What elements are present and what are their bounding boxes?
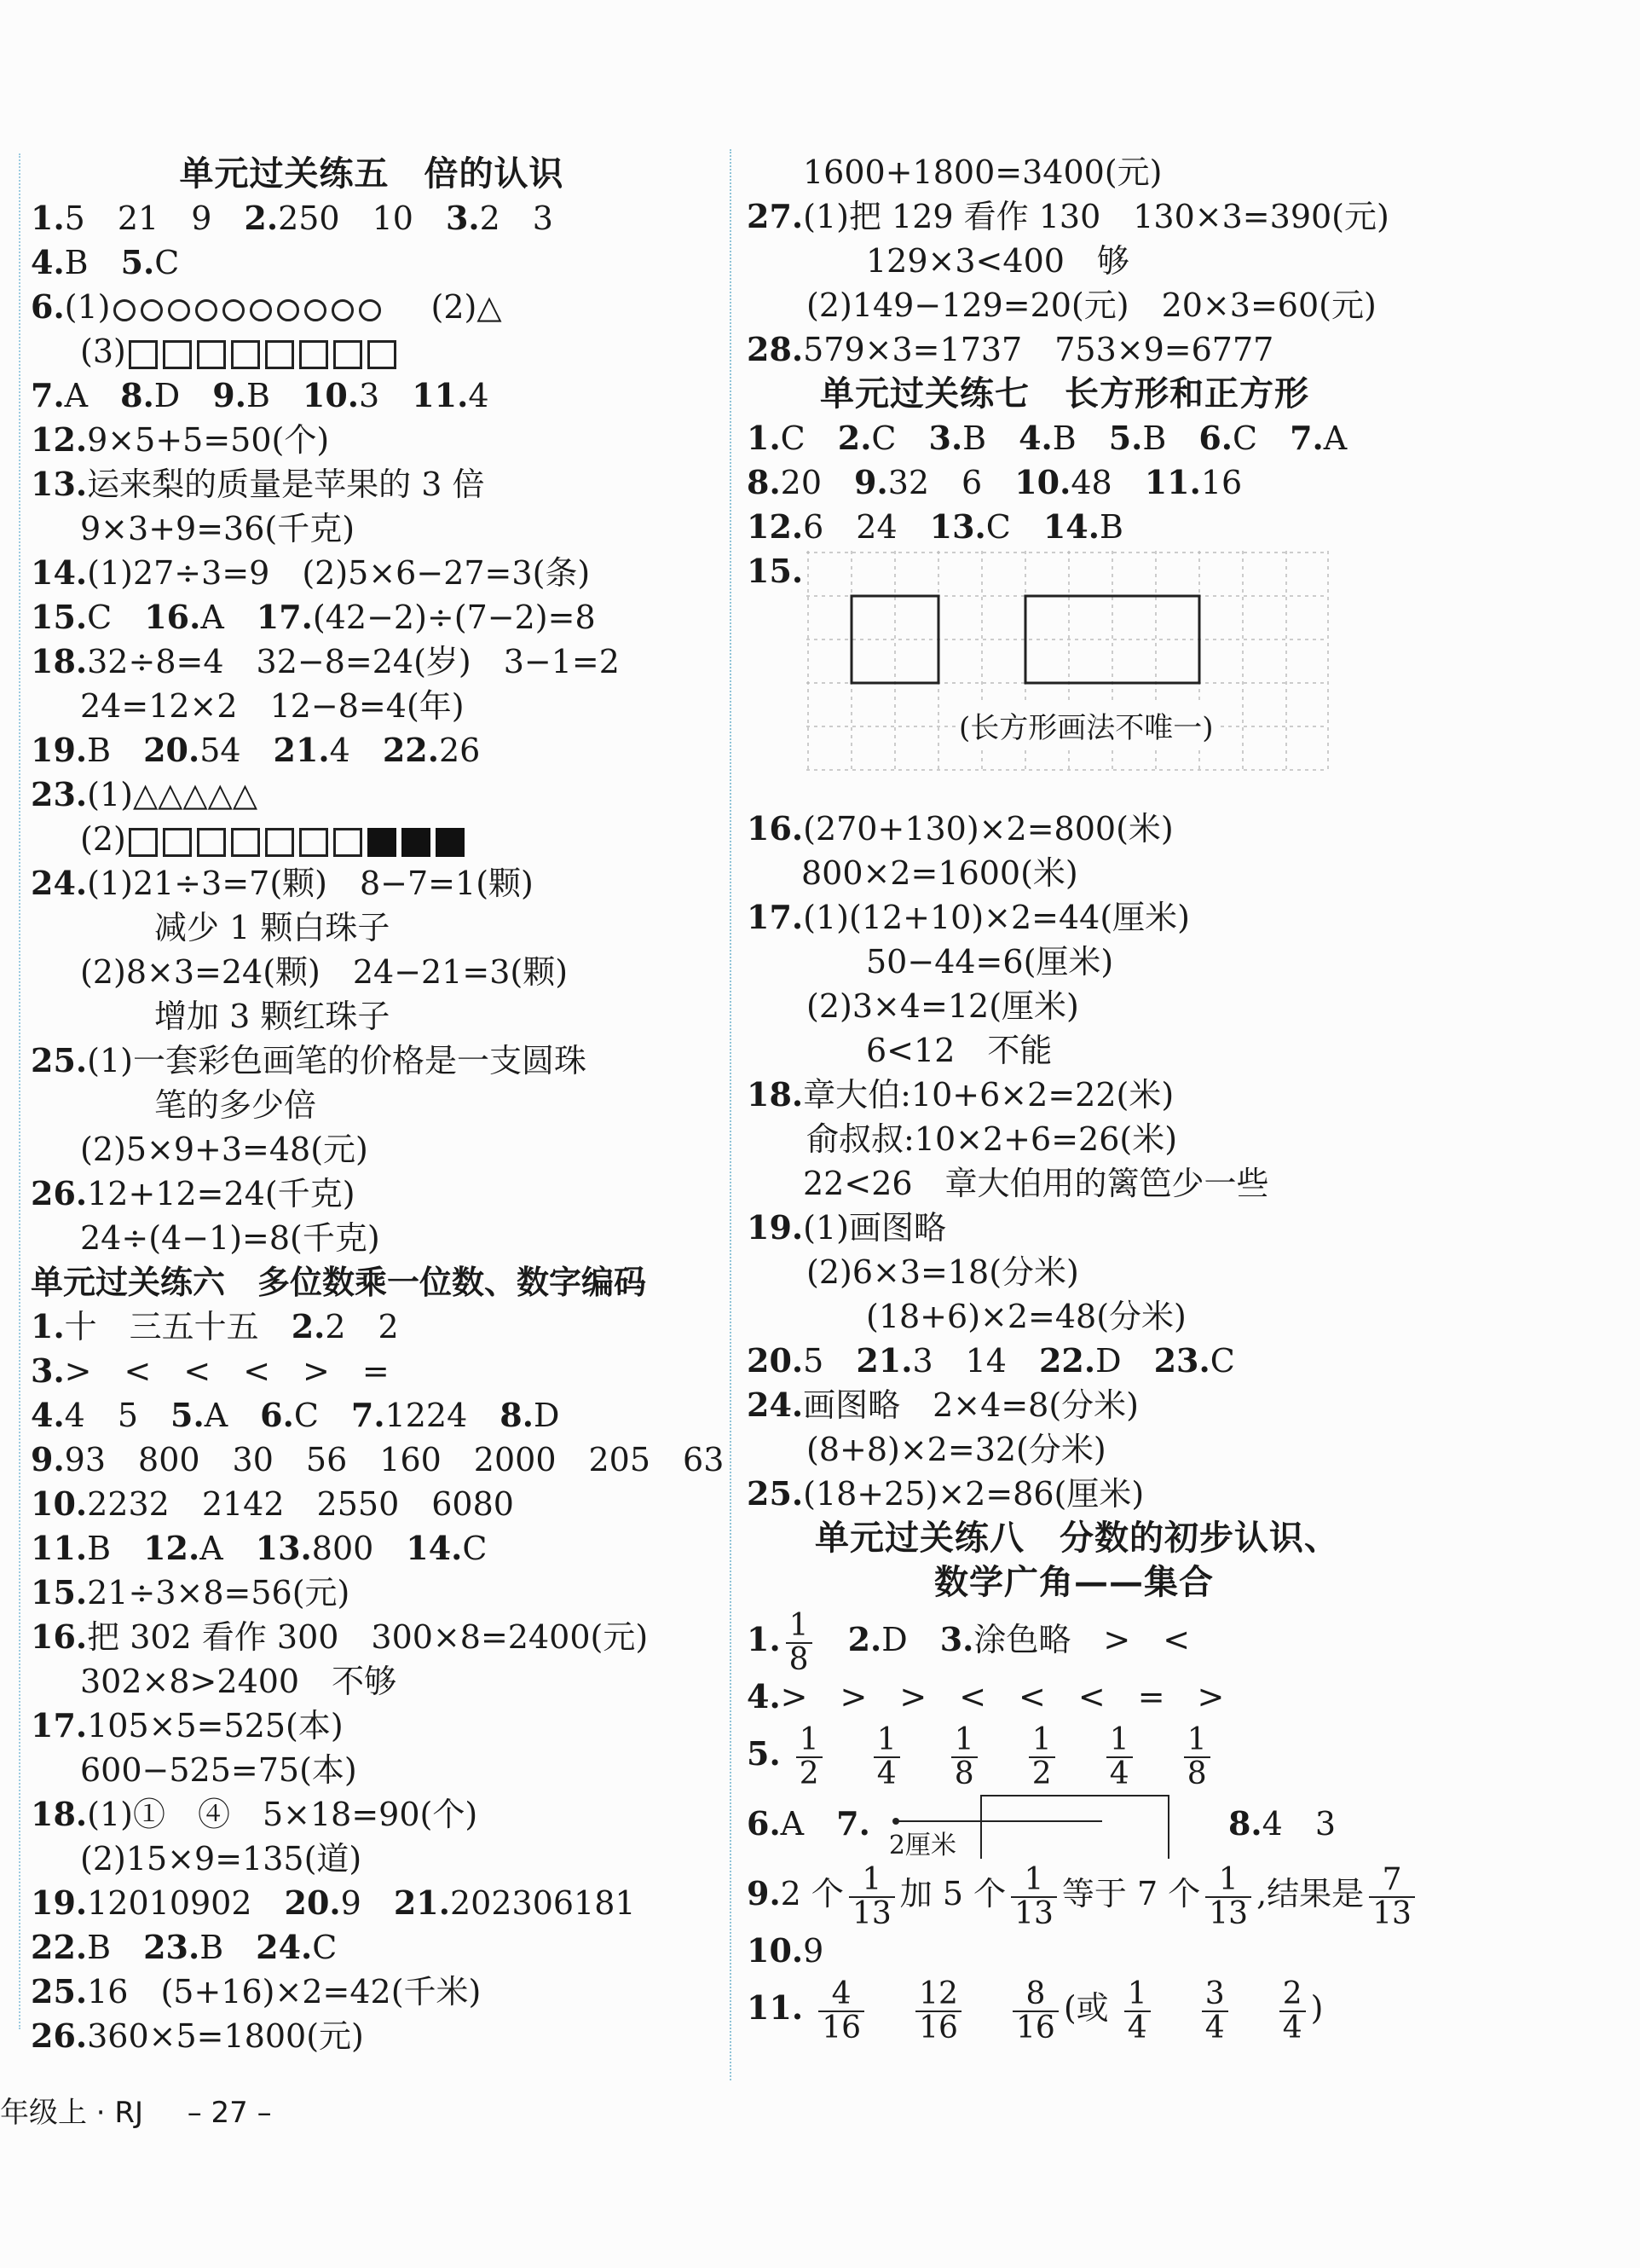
section-title-8: 单元过关练八 分数的初步认识、 <box>815 1518 1339 1558</box>
answer-line: 10.9 <box>747 1931 824 1970</box>
section-title-5: 单元过关练五 倍的认识 <box>179 153 564 194</box>
answer-line: (2)8×3=24(颗) 24−21=3(颗) <box>80 953 569 991</box>
section-title-6: 单元过关练六 多位数乘一位数、数字编码 <box>31 1263 647 1301</box>
answer-line: 俞叔叔:10×2+6=26(米) <box>806 1120 1178 1158</box>
answer-line: 25.(1)一套彩色画笔的价格是一支圆珠 <box>31 1041 586 1079</box>
answer-line: 增加 3 颗红珠子 <box>154 998 390 1035</box>
fraction: $\frac{4}{16}$ <box>818 1978 864 2045</box>
answer-line: (8+8)×2=32(分米) <box>806 1431 1106 1468</box>
answer-line: 24.(1)21÷3=7(颗) 8−7=1(颗) <box>31 864 534 902</box>
answer-line: 9.93 800 30 56 160 2000 205 63 <box>31 1440 725 1478</box>
fraction: $\frac{1}{8}$ <box>951 1724 978 1791</box>
answer-line: 28.579×3=1737 753×9=6777 <box>747 330 1274 368</box>
answer-line: 15.C 16.A 17.(42−2)÷(7−2)=8 <box>31 598 596 636</box>
answer-line: 22.B 23.B 24.C <box>31 1928 338 1966</box>
answer-line: 16.(270+130)×2=800(米) <box>747 809 1174 848</box>
answer-line: 24.画图略 2×4=8(分米) <box>747 1386 1139 1424</box>
answer-line: 5. $\frac{1}{2}$ $\frac{1}{4}$ $\frac{1}{8}$ $\frac{1}{2}$ $\frac{1}{4}$ $\frac{1}{8}$ <box>747 1719 1514 1789</box>
answer-line: 3.> < < < > = <box>31 1351 390 1390</box>
answer-line: 1.十 三五十五 2.2 2 <box>31 1307 399 1345</box>
answer-line: 1600+1800=3400(元) <box>803 153 1163 191</box>
answer-line: 7.A 8.D 9.B 10.3 11.4 <box>31 376 489 414</box>
fraction: $\frac{1}{2}$ <box>1029 1724 1055 1791</box>
answer-line: (3) <box>31 329 713 373</box>
length-label: 2厘米 <box>888 1831 956 1860</box>
squares-filled-row <box>126 820 467 858</box>
fraction: $\frac{3}{4}$ <box>1202 1978 1228 2045</box>
fraction: $\frac{1}{4}$ <box>874 1724 900 1791</box>
answer-line: 4.4 5 5.A 6.C 7.1224 8.D <box>31 1396 560 1434</box>
answer-line: 18.32÷8=4 32−8=24(岁) 3−1=2 <box>31 642 620 680</box>
fraction: $\frac{12}{16}$ <box>915 1978 961 2045</box>
answer-line: 6.A 7. 2厘米 8.4 3 <box>747 1789 1514 1859</box>
answer-line: 4.B 5.C <box>31 243 180 281</box>
answer-line: 9×3+9=36(千克) <box>80 510 355 547</box>
section-title-7: 单元过关练七 长方形和正方形 <box>820 373 1309 414</box>
answer-line: 26.12+12=24(千克) <box>31 1174 355 1212</box>
answer-line: 16.把 302 看作 300 300×8=2400(元) <box>31 1617 649 1656</box>
answer-line: 800×2=1600(米) <box>801 854 1078 892</box>
answer-line: 19.12010902 20.9 21.202306181 <box>31 1883 636 1922</box>
square-drawing <box>852 596 938 683</box>
answer-line: 6.(1) (2)△ <box>31 287 502 326</box>
squares-row <box>126 333 399 370</box>
answer-line: 19.B 20.54 21.4 22.26 <box>31 731 481 769</box>
answer-line: 19.(1)画图略 <box>747 1208 946 1247</box>
answer-line: 26.360×5=1800(元) <box>31 2016 364 2055</box>
rectangle-drawing <box>1025 596 1199 683</box>
answer-line: 1.C 2.C 3.B 4.B 5.B 6.C 7.A <box>747 419 1348 457</box>
answer-line: 12.6 24 13.C 14.B <box>747 507 1123 546</box>
left-column <box>31 152 725 2058</box>
answer-line: 13.运来梨的质量是苹果的 3 倍 <box>31 465 485 503</box>
page-footer <box>0 2089 272 2131</box>
answer-line: 11. $\frac{4}{16}$ $\frac{12}{16}$ $\frac{8}{16}$ (或 $\frac{1}{4}$ $\frac{3}{4}$ $\frac{2}{4}$ ) <box>747 1976 1324 2045</box>
right-column <box>747 150 1514 2043</box>
answer-line: 11.B 12.A 13.800 14.C <box>31 1529 488 1567</box>
fraction: $\frac{1}{2}$ <box>796 1724 823 1791</box>
answer-line: 50−44=6(厘米) <box>866 943 1114 981</box>
answer-line: 27.(1)把 129 看作 130 130×3=390(元) <box>747 197 1389 235</box>
answer-line: 14.(1)27÷3=9 (2)5×6−27=3(条) <box>31 553 591 592</box>
fraction: $\frac{1}{8}$ <box>786 1610 812 1676</box>
answer-line: 22<26 章大伯用的篱笆少一些 <box>803 1165 1269 1202</box>
fraction: $\frac{1}{13}$ <box>849 1864 895 1930</box>
answer-line: 笔的多少倍 <box>154 1086 317 1124</box>
fraction: $\frac{1}{13}$ <box>1011 1864 1057 1930</box>
fraction: $\frac{1}{4}$ <box>1124 1978 1151 2045</box>
segment-figure <box>881 1789 1187 1859</box>
grid-note: (长方形画法不唯一) <box>956 704 1217 746</box>
answer-line: 600−525=75(本) <box>80 1751 357 1789</box>
answer-line: 129×3<400 够 <box>866 242 1129 280</box>
grade-label: 年级上 · RJ <box>0 2096 144 2130</box>
answer-line: 4.> > > < < < = > <box>747 1677 1225 1715</box>
answer-line: (2)3×4=12(厘米) <box>806 987 1079 1025</box>
fraction: $\frac{2}{4}$ <box>1279 1978 1306 2045</box>
answer-line: (2)149−129=20(元) 20×3=60(元) <box>806 286 1377 324</box>
fraction: $\frac{8}{16}$ <box>1013 1978 1059 2045</box>
left-margin-dots <box>19 153 20 2029</box>
fraction: $\frac{1}{13}$ <box>1205 1864 1251 1930</box>
page-number: – 27 – <box>187 2096 272 2130</box>
answer-line: (2) <box>31 817 713 861</box>
answer-line: 24=12×2 12−8=4(年) <box>80 687 465 725</box>
answer-line: (2)5×9+3=48(元) <box>80 1131 368 1168</box>
answer-line: 24÷(4−1)=8(千克) <box>80 1219 380 1257</box>
answer-line: 15.21÷3×8=56(元) <box>31 1573 350 1611</box>
answer-line: 12.9×5+5=50(个) <box>31 420 330 459</box>
answer-line: 25.16 (5+16)×2=42(千米) <box>31 1972 482 2011</box>
answer-line: 15. <box>747 552 804 590</box>
answer-line: 6<12 不能 <box>866 1032 1053 1069</box>
answer-line: 17.105×5=525(本) <box>31 1706 344 1744</box>
answer-line: 9.2 个 $\frac{1}{13}$ 加 5 个 $\frac{1}{13}$ 等于 7 个 $\frac{1}{13}$ ,结果是 $\frac{7}{13}$ <box>747 1859 1514 1929</box>
answer-line: 8.20 9.32 6 10.48 11.16 <box>747 463 1243 501</box>
answer-line: 1. $\frac{1}{8}$ 2.D 3.涂色略 > < <box>747 1607 1191 1677</box>
answer-line: 23.(1)△△△△△ <box>31 775 258 813</box>
drawing-grid <box>806 585 1514 807</box>
answer-line: 减少 1 颗白珠子 <box>154 909 390 946</box>
answer-line: 302×8>2400 不够 <box>80 1663 397 1700</box>
fraction: $\frac{7}{13}$ <box>1369 1864 1415 1930</box>
answer-line: 18.(1)① ④ 5×18=90(个) <box>31 1795 478 1833</box>
answer-line: (18+6)×2=48(分米) <box>866 1298 1187 1335</box>
answer-line: 25.(18+25)×2=86(厘米) <box>747 1474 1145 1513</box>
section-title-8-sub: 数学广角——集合 <box>934 1562 1214 1602</box>
answer-line: (2)15×9=135(道) <box>80 1840 362 1877</box>
answer-line: 17.(1)(12+10)×2=44(厘米) <box>747 898 1191 936</box>
fraction: $\frac{1}{4}$ <box>1106 1724 1133 1791</box>
answer-line: (2)6×3=18(分米) <box>806 1253 1079 1291</box>
answer-line: 1.5 21 9 2.250 10 3.2 3 <box>31 199 553 237</box>
circles-row <box>111 288 384 326</box>
answer-line: 18.章大伯:10+6×2=22(米) <box>747 1075 1175 1114</box>
fraction: $\frac{1}{8}$ <box>1184 1724 1210 1791</box>
column-divider <box>730 149 731 2080</box>
answer-line: 20.5 21.3 14 22.D 23.C <box>747 1341 1235 1380</box>
answer-line: 10.2232 2142 2550 6080 <box>31 1484 514 1523</box>
